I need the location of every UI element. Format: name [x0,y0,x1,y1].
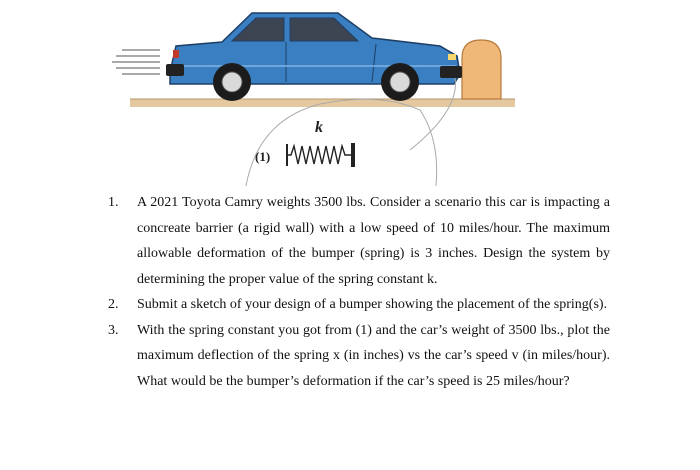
concrete-barrier [462,40,501,99]
car-bumper-figure [0,0,700,190]
question-text: Submit a sketch of your design of a bumper showing the placement of the spring(s). [137,297,608,312]
question-item [108,318,610,395]
question-text: A 2021 Toyota Camry weights 3500 lbs. Consider a scenario this car is impacting a concreate barrier (a rigid wall) with a low speed of 10 miles/hour. The maximum allowable deformation of the bumper (spring) is 3 inches. Design the system by determining the proper value of the spring constant k. [137,195,610,287]
car [166,13,462,101]
question-number: 1. [108,195,119,210]
spring-constant-label: k [315,119,323,136]
question-item [108,190,610,292]
leader-lines [246,78,455,186]
question-number: 2. [108,297,119,312]
question-text: With the spring constant you got from (1) and the car’s weight of 3500 lbs., plot the maximum deflection of the spring x (in inches) vs the car’s speed v (in miles/hour). What would be the bumper’s deformation if the car’s speed is 25 miles/hour? [137,322,610,389]
question-list [108,190,610,394]
road [130,99,515,107]
question-item [108,292,610,318]
spring-number-label: (1) [255,149,271,164]
speed-lines [112,50,160,74]
spring-symbol [287,143,355,167]
question-number: 3. [108,322,119,338]
